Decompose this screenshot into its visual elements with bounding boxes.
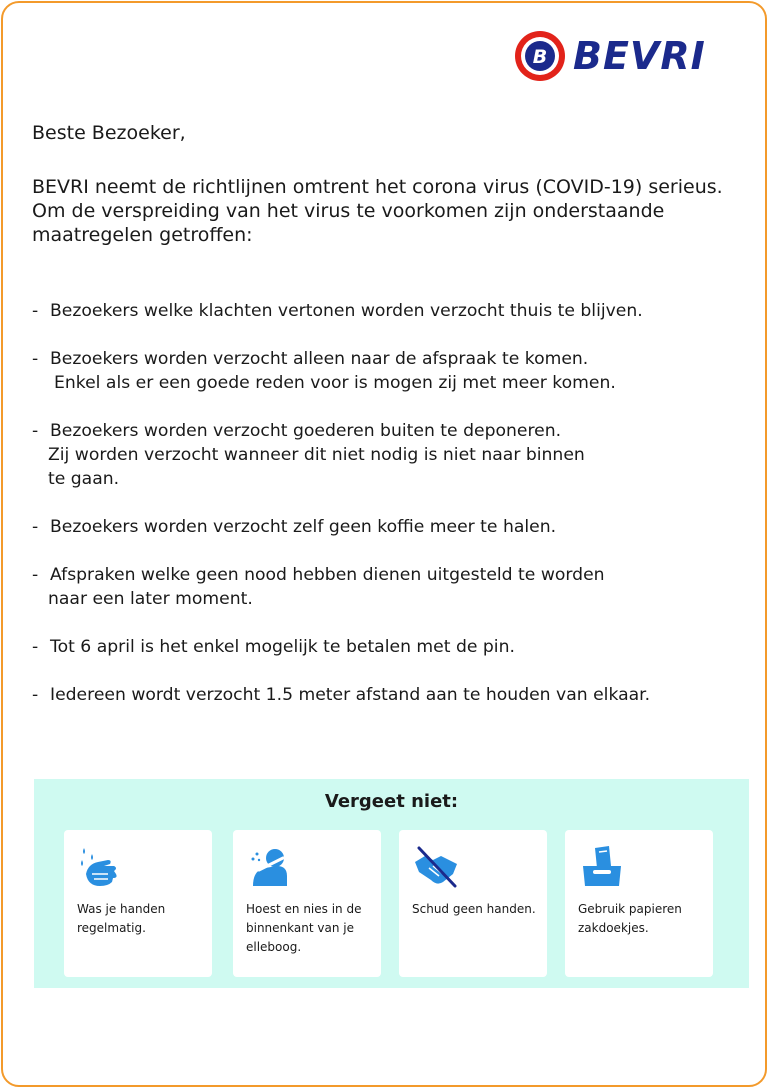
reminder-card-tissues <box>565 830 713 977</box>
rules-list <box>32 299 767 731</box>
tissue-box-icon <box>579 844 625 890</box>
rule-dash: - <box>32 517 39 537</box>
rule-line: Bezoekers worden verzocht zelf geen koffie meer te halen. <box>50 517 557 537</box>
rule-line: Afspraken welke geen nood hebben dienen uitgesteld te worden <box>50 565 605 585</box>
caption-line: zakdoekjes. <box>578 921 649 935</box>
rule-line: Bezoekers welke klachten vertonen worden verzocht thuis te blijven. <box>50 301 643 321</box>
rule-item <box>32 515 767 539</box>
rule-line: Enkel als er een goede reden voor is mogen zij met meer komen. <box>54 373 616 393</box>
page-frame <box>1 1 767 1087</box>
reminder-card-no-handshake <box>399 830 547 977</box>
caption-line: Was je handen <box>77 902 166 916</box>
rule-item <box>32 635 767 659</box>
reminder-panel <box>34 779 749 988</box>
intro-paragraph: BEVRI neemt de richtlijnen omtrent het corona virus (COVID-19) serieus. Om de verspreiding van het virus te voorkomen zijn onderstaande maatregelen getroffen: <box>32 176 723 246</box>
reminder-card-caption <box>412 900 540 919</box>
rule-item <box>32 299 767 323</box>
caption-line: binnenkant van je <box>246 921 354 935</box>
rule-line: Zij worden verzocht wanneer dit niet nodig is niet naar binnen <box>48 445 585 465</box>
rule-line: te gaan. <box>48 469 120 489</box>
reminder-card-caption <box>246 900 374 957</box>
greeting: Beste Bezoeker, <box>32 122 186 144</box>
cough-elbow-icon <box>247 844 293 890</box>
rule-dash: - <box>32 685 39 705</box>
rule-line: Bezoekers worden verzocht alleen naar de afspraak te komen. <box>50 349 589 369</box>
rule-dash: - <box>32 565 39 585</box>
no-handshake-icon <box>413 844 459 890</box>
reminder-card-wash-hands <box>64 830 212 977</box>
rule-dash: - <box>32 637 39 657</box>
rule-dash: - <box>32 349 39 369</box>
rule-item <box>32 347 767 395</box>
caption-line: elleboog. <box>246 940 302 954</box>
rule-line: Bezoekers worden verzocht goederen buiten te deponeren. <box>50 421 562 441</box>
rule-line: naar een later moment. <box>48 589 253 609</box>
caption-line: regelmatig. <box>77 921 146 935</box>
rule-line: Tot 6 april is het enkel mogelijk te betalen met de pin. <box>50 637 515 657</box>
rule-dash: - <box>32 421 39 441</box>
bevri-logo <box>513 29 738 83</box>
badge-letter: B <box>532 46 548 68</box>
reminder-card-caption <box>578 900 706 938</box>
wash-hands-icon <box>78 844 124 890</box>
reminder-card-caption <box>77 900 205 938</box>
rule-item <box>32 419 767 491</box>
brand-name: BEVRI <box>573 34 706 78</box>
caption-line: Gebruik papieren <box>578 902 682 916</box>
reminder-title: Vergeet niet: <box>324 791 459 812</box>
rule-item <box>32 683 767 707</box>
rule-dash: - <box>32 301 39 321</box>
bevri-badge-icon <box>513 29 567 83</box>
rule-line: Iedereen wordt verzocht 1.5 meter afstand aan te houden van elkaar. <box>50 685 651 705</box>
reminder-card-cough-elbow <box>233 830 381 977</box>
caption-line: Hoest en nies in de <box>246 902 362 916</box>
caption-line: Schud geen handen. <box>412 902 536 916</box>
rule-item <box>32 563 767 611</box>
